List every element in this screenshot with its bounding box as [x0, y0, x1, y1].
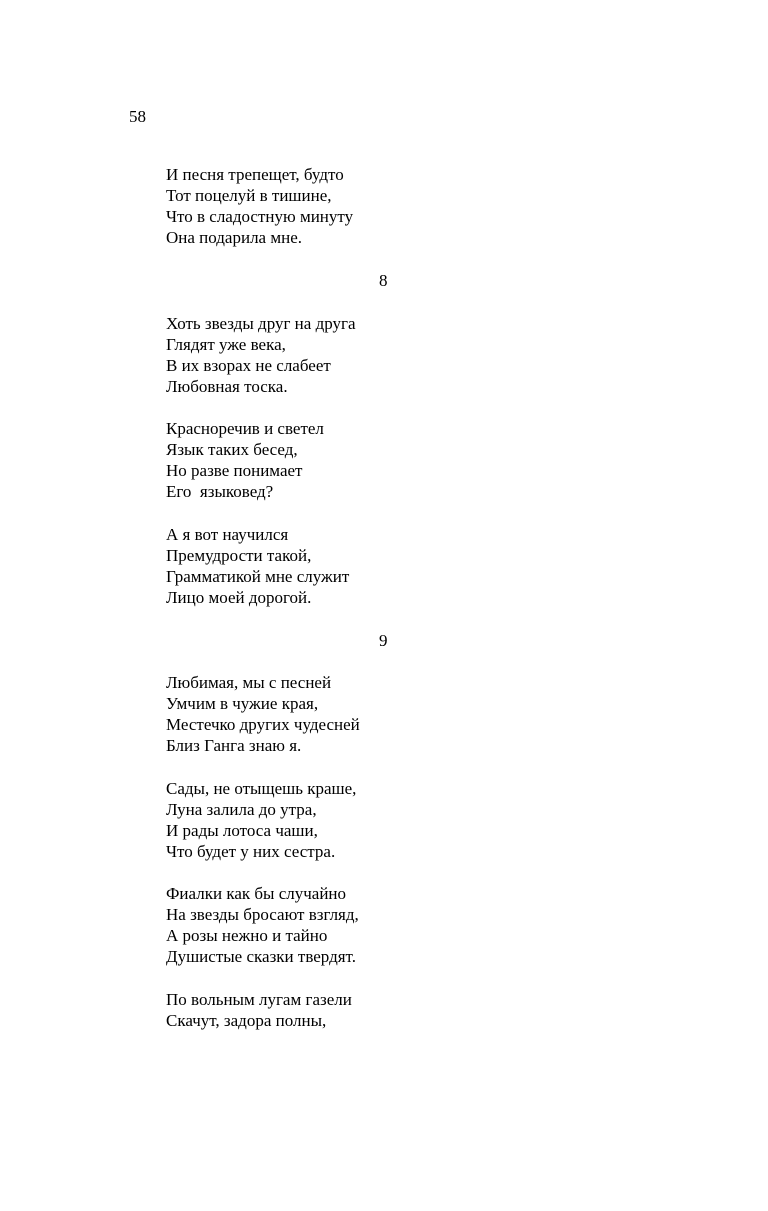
poem-line: Тот поцелуй в тишине,: [166, 186, 332, 205]
poem-line: Луна залила до утра,: [166, 800, 317, 819]
page-number: 58: [129, 107, 146, 126]
stanza: [166, 778, 356, 862]
poem-line: Любовная тоска.: [166, 377, 288, 396]
poem-line: Хоть звезды друг на друга: [166, 314, 356, 333]
poem-line: Глядят уже века,: [166, 335, 286, 354]
poem-line: И песня трепещет, будто: [166, 165, 344, 184]
poem-line: Близ Ганга знаю я.: [166, 736, 302, 755]
poem-line: Душистые сказки твердят.: [166, 947, 356, 966]
poem-line: В их взорах не слабеет: [166, 356, 331, 375]
poem-line: Местечко других чудесней: [166, 715, 360, 734]
poem-line: Язык таких бесед,: [166, 440, 298, 459]
stanza: [166, 164, 353, 248]
poem-line: Грамматикой мне служит: [166, 567, 350, 586]
stanza: [166, 883, 359, 967]
poem-line: Умчим в чужие края,: [166, 694, 319, 713]
stanza: [166, 672, 360, 756]
stanza: [166, 418, 324, 502]
poem-line: Его языковед?: [166, 482, 274, 501]
poem-line: Фиалки как бы случайно: [166, 884, 347, 903]
poem-line: Что в сладостную минуту: [166, 207, 354, 226]
poem-line: Скачут, задора полны,: [166, 1011, 327, 1030]
poem-line: Лицо моей дорогой.: [166, 588, 312, 607]
poem-line: Она подарила мне.: [166, 228, 302, 247]
poem-line: А я вот научился: [166, 525, 289, 544]
poem-line: Что будет у них сестра.: [166, 842, 336, 861]
stanza: [166, 524, 349, 608]
poem-line: И рады лотоса чаши,: [166, 821, 318, 840]
section-number: 9: [379, 631, 388, 650]
poem-line: По вольным лугам газели: [166, 990, 352, 1009]
poem-line: Любимая, мы с песней: [166, 673, 332, 692]
poem-line: Красноречив и светел: [166, 419, 324, 438]
stanza: [166, 313, 356, 397]
poem-line: Но разве понимает: [166, 461, 303, 480]
section-number: 8: [379, 271, 388, 290]
poem-line: Премудрости такой,: [166, 546, 312, 565]
poem-line: Сады, не отыщешь краше,: [166, 779, 357, 798]
poem-line: А розы нежно и тайно: [166, 926, 328, 945]
poem-line: На звезды бросают взгляд,: [166, 905, 359, 924]
stanza: [166, 989, 352, 1031]
